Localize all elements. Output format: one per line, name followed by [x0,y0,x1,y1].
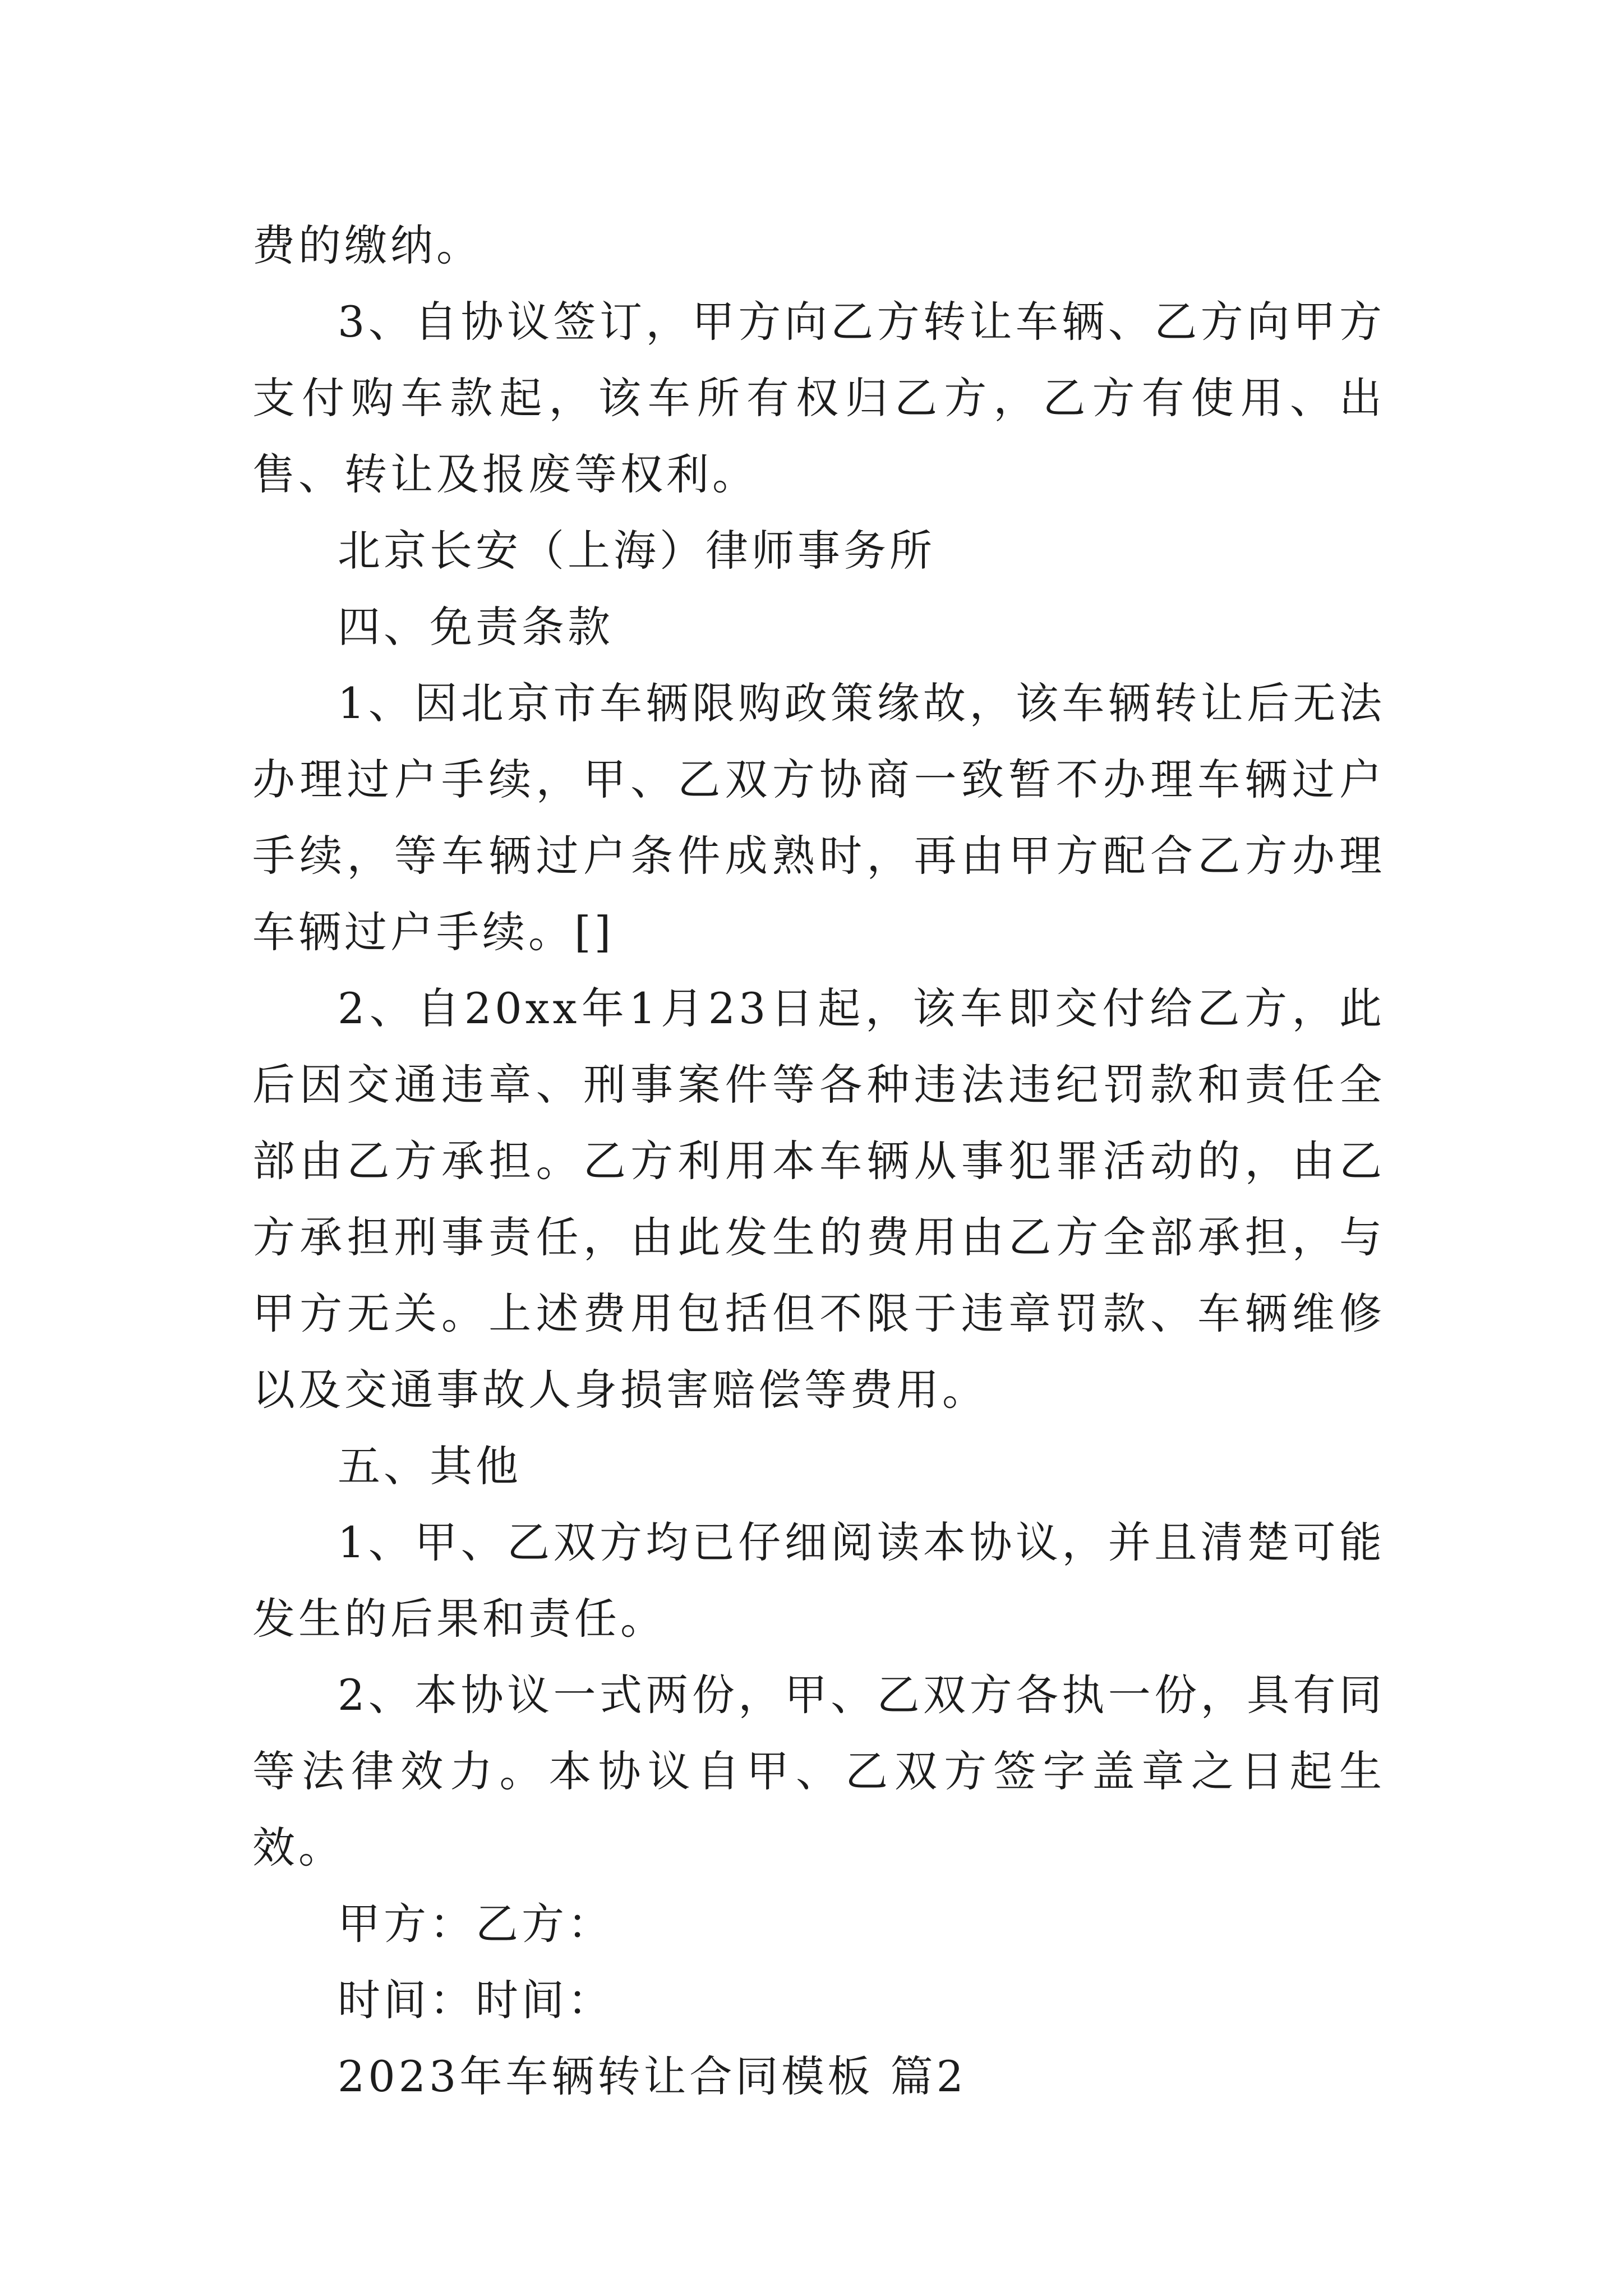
signature-dates: 时间：时间： [338,1975,614,2025]
paragraph-disclaimer-1: 1、因北京市车辆限购政策缘故，该车辆转让后无法办理过户手续，甲、乙双方协商一致暂不办理车辆过户手续，等车辆过户条件成熟时，再由甲方配合乙方办理车辆过户手续。[] [252,678,1385,957]
next-template-title: 2023年车辆转让合同模板 篇2 [338,2051,967,2101]
signature-parties: 甲方：乙方： [338,1899,614,1949]
paragraph-disclaimer-2: 2、自20xx年1月23日起，该车即交付给乙方，此后因交通违章、刑事案件等各种违法违纪罚款和责任全部由乙方承担。乙方利用本车辆从事犯罪活动的，由乙方承担刑事责任，由此发生的费用由乙方全部承担，与甲方无关。上述费用包括但不限于违章罚款、车辆维修以及交通事故人身损害赔偿等费用。 [252,983,1385,1415]
paragraph-fee-payment: 费的缴纳。 [252,220,482,270]
paragraph-law-firm: 北京长安（上海）律师事务所 [338,526,935,576]
section-heading-other: 五、其他 [338,1441,522,1491]
paragraph-other-2: 2、本协议一式两份，甲、乙双方各执一份，具有同等法律效力。本协议自甲、乙双方签字盖章之日起生效。 [252,1670,1385,1872]
paragraph-clause-3-ownership: 3、自协议签订，甲方向乙方转让车辆、乙方向甲方支付购车款起，该车所有权归乙方，乙方有使用、出售、转让及报废等权利。 [252,297,1385,499]
paragraph-other-1: 1、甲、乙双方均已仔细阅读本协议，并且清楚可能发生的后果和责任。 [252,1517,1385,1644]
document-body [252,208,1385,2115]
section-heading-disclaimer: 四、免责条款 [338,602,614,652]
